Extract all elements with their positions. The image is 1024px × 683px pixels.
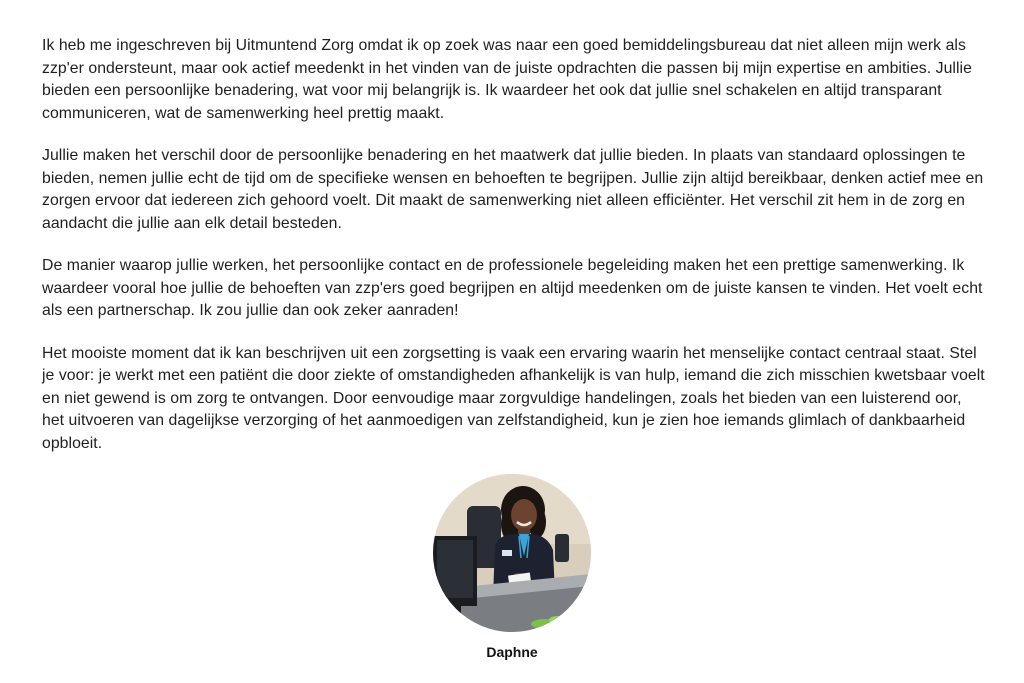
testimonial-text bbox=[42, 35, 986, 475]
person-photo-icon bbox=[433, 474, 591, 632]
author-block bbox=[0, 474, 1024, 660]
testimonial-paragraph: Jullie maken het verschil door de persoonlijke benadering en het maatwerk dat jullie bieden. In plaats van standaard oplossingen te bieden, nemen jullie echt de tijd om de specifieke wensen en behoeften te begrijpen. Jullie zijn altijd bereikbaar, denken actief mee en zorgen ervoor dat iedereen zich gehoord voelt. Dit maakt de samenwerking niet alleen efficiënter. Het verschil zit hem in de zorg en aandacht die jullie aan elk detail besteden. bbox=[42, 147, 984, 232]
avatar bbox=[433, 474, 591, 632]
author-name: Daphne bbox=[486, 644, 538, 660]
testimonial-paragraph: Het mooiste moment dat ik kan beschrijven uit een zorgsetting is vaak een ervaring waarin het menselijke contact centraal staat. Stel je voor: je werkt met een patiënt die door ziekte of omstandigheden afhankelijk is van hulp, iemand die zich misschien kwetsbaar voelt en niet gewend is om zorg te ontvangen. Door eenvoudige maar zorgvuldige handelingen, zoals het bieden van een luisterend oor, het uitvoeren van dagelijkse verzorging of het aanmoedigen van zelfstandigheid, kun je zien hoe iemands glimlach of dankbaarheid opbloeit. bbox=[42, 344, 985, 452]
testimonial-paragraph: Ik heb me ingeschreven bij Uitmuntend Zorg omdat ik op zoek was naar een goed bemiddelingsbureau dat niet alleen mijn werk als zzp'er ondersteunt, maar ook actief meedenkt in het vinden van de juiste opdrachten die passen bij mijn expertise en ambities. Jullie bieden een persoonlijke benadering, wat voor mij belangrijk is. Ik waardeer het ook dat jullie snel schakelen en altijd transparant communiceren, wat de samenwerking heel prettig maakt. bbox=[42, 37, 972, 122]
testimonial-paragraph: De manier waarop jullie werken, het persoonlijke contact en de professionele begeleiding maken het een prettige samenwerking. Ik waardeer vooral hoe jullie de behoeften van zzp'ers goed begrijpen en altijd meedenken om de juiste kansen te vinden. Het voelt echt als een partnerschap. Ik zou jullie dan ook zeker aanraden! bbox=[42, 257, 983, 319]
